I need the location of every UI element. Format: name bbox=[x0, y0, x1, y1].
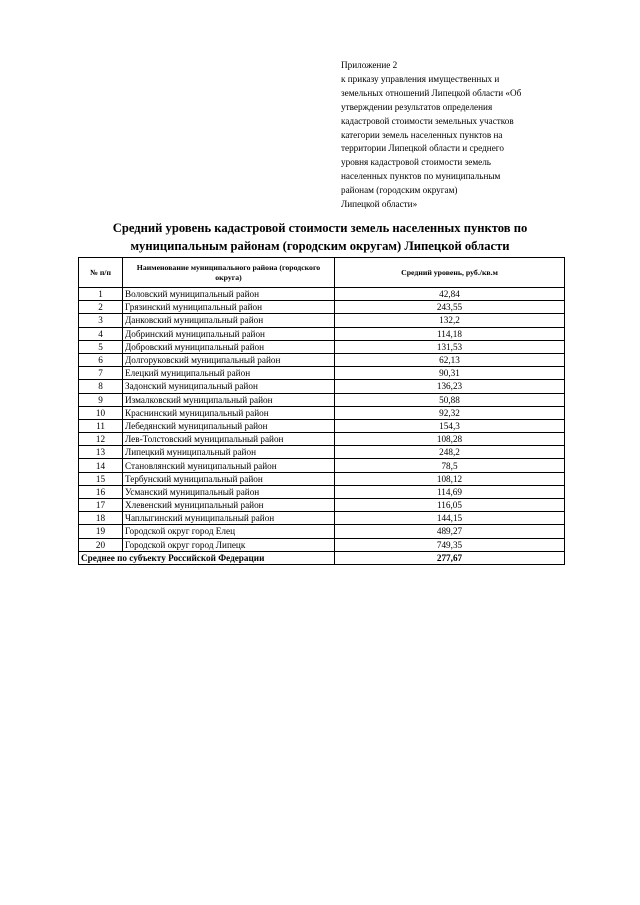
row-number: 14 bbox=[79, 459, 123, 472]
row-name: Задонский муниципальный район bbox=[123, 380, 335, 393]
row-number: 3 bbox=[79, 314, 123, 327]
row-value: 243,55 bbox=[335, 301, 565, 314]
table-row bbox=[79, 499, 565, 512]
row-number: 17 bbox=[79, 499, 123, 512]
row-number: 19 bbox=[79, 525, 123, 538]
row-number: 9 bbox=[79, 393, 123, 406]
row-value: 144,15 bbox=[335, 512, 565, 525]
table-row bbox=[79, 472, 565, 485]
table-row bbox=[79, 314, 565, 327]
row-value: 114,69 bbox=[335, 485, 565, 498]
row-name: Грязинский муниципальный район bbox=[123, 301, 335, 314]
cadastral-value-table bbox=[78, 257, 565, 565]
row-value: 108,12 bbox=[335, 472, 565, 485]
table-total-row bbox=[79, 551, 565, 564]
header-num: № п/п bbox=[79, 258, 123, 288]
appendix-line: населенных пунктов по муниципальным bbox=[341, 171, 501, 182]
row-name: Усманский муниципальный район bbox=[123, 485, 335, 498]
table-row bbox=[79, 459, 565, 472]
table-row bbox=[79, 446, 565, 459]
row-number: 1 bbox=[79, 288, 123, 301]
row-number: 7 bbox=[79, 367, 123, 380]
table-row bbox=[79, 327, 565, 340]
appendix-line: утверждении результатов определения bbox=[341, 101, 493, 112]
table-body bbox=[79, 288, 565, 565]
total-value: 277,67 bbox=[335, 551, 565, 564]
table-row bbox=[79, 380, 565, 393]
table-row bbox=[79, 301, 565, 314]
appendix-block bbox=[341, 59, 561, 212]
document-title bbox=[80, 219, 560, 255]
row-value: 489,27 bbox=[335, 525, 565, 538]
row-name: Городской округ город Липецк bbox=[123, 538, 335, 551]
row-value: 136,23 bbox=[335, 380, 565, 393]
appendix-line: районам (городским округам) bbox=[341, 185, 458, 196]
table-row bbox=[79, 538, 565, 551]
row-name: Городской округ город Елец bbox=[123, 525, 335, 538]
row-name: Измалковский муниципальный район bbox=[123, 393, 335, 406]
row-number: 8 bbox=[79, 380, 123, 393]
row-number: 12 bbox=[79, 433, 123, 446]
row-name: Краснинский муниципальный район bbox=[123, 406, 335, 419]
total-label: Среднее по субъекту Российской Федерации bbox=[79, 551, 335, 564]
row-value: 42,84 bbox=[335, 288, 565, 301]
row-name: Становлянский муниципальный район bbox=[123, 459, 335, 472]
header-name: Наименование муниципального района (городского округа) bbox=[123, 258, 335, 288]
row-number: 5 bbox=[79, 340, 123, 353]
row-name: Долгоруковский муниципальный район bbox=[123, 353, 335, 366]
table-row bbox=[79, 485, 565, 498]
table-row bbox=[79, 525, 565, 538]
row-number: 20 bbox=[79, 538, 123, 551]
row-name: Добровский муниципальный район bbox=[123, 340, 335, 353]
row-value: 50,88 bbox=[335, 393, 565, 406]
row-value: 749,35 bbox=[335, 538, 565, 551]
row-value: 132,2 bbox=[335, 314, 565, 327]
row-name: Воловский муниципальный район bbox=[123, 288, 335, 301]
table-row bbox=[79, 512, 565, 525]
table-row bbox=[79, 367, 565, 380]
row-value: 116,05 bbox=[335, 499, 565, 512]
table-row bbox=[79, 406, 565, 419]
row-name: Чаплыгинский муниципальный район bbox=[123, 512, 335, 525]
row-number: 15 bbox=[79, 472, 123, 485]
row-number: 11 bbox=[79, 419, 123, 432]
appendix-line: территории Липецкой области и среднего bbox=[341, 143, 504, 154]
appendix-line: к приказу управления имущественных и bbox=[341, 73, 500, 84]
title-line-2: муниципальным районам (городским округам) Липецкой области bbox=[130, 239, 510, 253]
table-row bbox=[79, 340, 565, 353]
table-row bbox=[79, 353, 565, 366]
appendix-line: кадастровой стоимости земельных участков bbox=[341, 115, 514, 126]
row-name: Данковский муниципальный район bbox=[123, 314, 335, 327]
table-header-row bbox=[79, 258, 565, 288]
table-row bbox=[79, 393, 565, 406]
row-name: Хлевенский муниципальный район bbox=[123, 499, 335, 512]
row-number: 2 bbox=[79, 301, 123, 314]
row-number: 16 bbox=[79, 485, 123, 498]
row-name: Лебедянский муниципальный район bbox=[123, 419, 335, 432]
row-value: 90,31 bbox=[335, 367, 565, 380]
appendix-line: Приложение 2 bbox=[341, 60, 398, 70]
header-value: Средний уровень, руб./кв.м bbox=[335, 258, 565, 288]
appendix-line: категории земель населенных пунктов на bbox=[341, 129, 503, 140]
appendix-line: уровня кадастровой стоимости земель bbox=[341, 157, 491, 168]
row-value: 114,18 bbox=[335, 327, 565, 340]
row-value: 62,13 bbox=[335, 353, 565, 366]
row-name: Липецкий муниципальный район bbox=[123, 446, 335, 459]
row-value: 248,2 bbox=[335, 446, 565, 459]
table-row bbox=[79, 419, 565, 432]
appendix-line: земельных отношений Липецкой области «Об bbox=[341, 87, 522, 98]
row-name: Тербунский муниципальный район bbox=[123, 472, 335, 485]
row-value: 92,32 bbox=[335, 406, 565, 419]
row-name: Добринский муниципальный район bbox=[123, 327, 335, 340]
row-name: Лев-Толстовский муниципальный район bbox=[123, 433, 335, 446]
row-value: 108,28 bbox=[335, 433, 565, 446]
row-value: 78,5 bbox=[335, 459, 565, 472]
row-value: 131,53 bbox=[335, 340, 565, 353]
row-name: Елецкий муниципальный район bbox=[123, 367, 335, 380]
table-row bbox=[79, 433, 565, 446]
table-row bbox=[79, 288, 565, 301]
appendix-line: Липецкой области» bbox=[341, 199, 418, 210]
title-line-1: Средний уровень кадастровой стоимости земель населенных пунктов по bbox=[112, 221, 528, 235]
row-value: 154,3 bbox=[335, 419, 565, 432]
row-number: 6 bbox=[79, 353, 123, 366]
row-number: 18 bbox=[79, 512, 123, 525]
row-number: 10 bbox=[79, 406, 123, 419]
row-number: 4 bbox=[79, 327, 123, 340]
row-number: 13 bbox=[79, 446, 123, 459]
